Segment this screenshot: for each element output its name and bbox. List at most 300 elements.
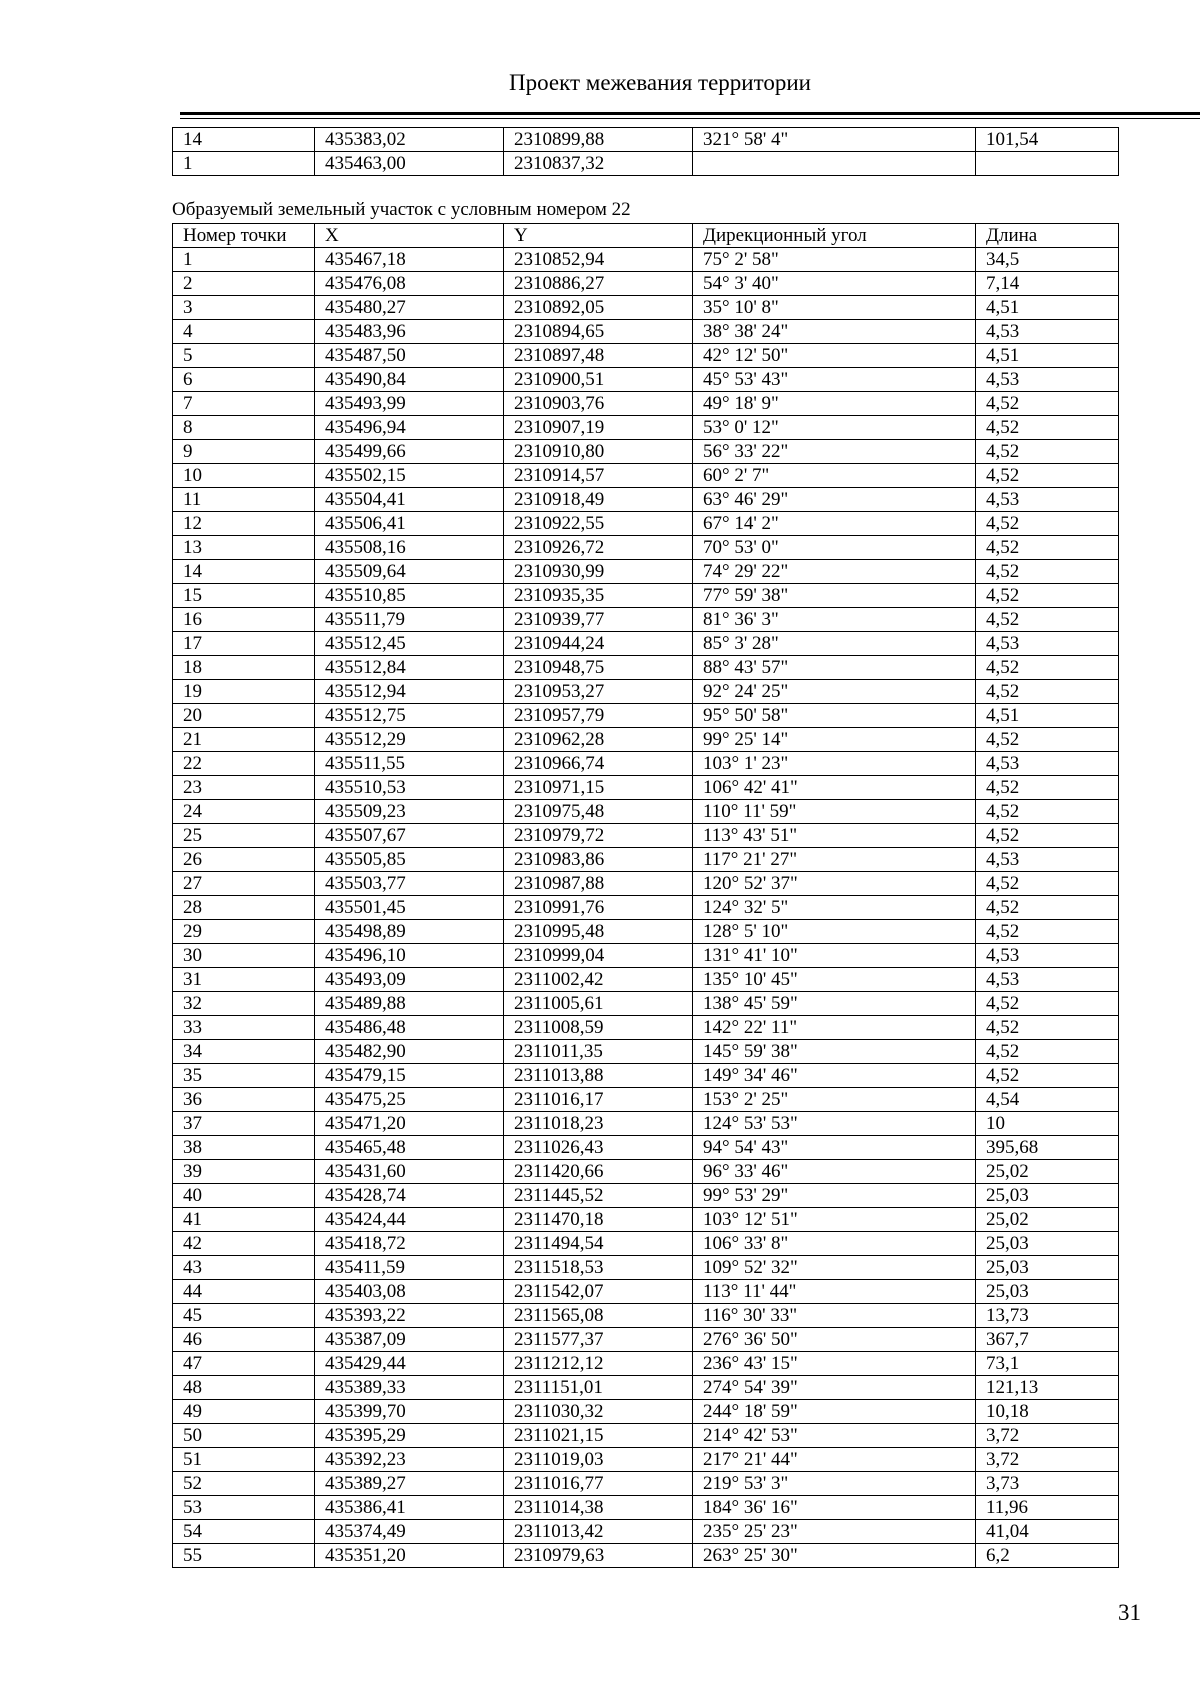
- cell-x: 435395,29: [315, 1424, 504, 1448]
- cell-point-number: 33: [173, 1016, 315, 1040]
- cell-point-number: 24: [173, 800, 315, 824]
- cell-bearing: 214° 42' 53": [693, 1424, 976, 1448]
- cell-bearing: 149° 34' 46": [693, 1064, 976, 1088]
- cell-y: 2310930,99: [504, 560, 693, 584]
- cell-length: 25,02: [976, 1208, 1119, 1232]
- cell-y: 2311018,23: [504, 1112, 693, 1136]
- cell-length: 3,73: [976, 1472, 1119, 1496]
- cell-point-number: 12: [173, 512, 315, 536]
- table-row: [173, 1064, 1119, 1088]
- cell-point-number: 22: [173, 752, 315, 776]
- table-row: [173, 848, 1119, 872]
- cell-length: 6,2: [976, 1544, 1119, 1568]
- cell-point-number: 44: [173, 1280, 315, 1304]
- cell-length: 10: [976, 1112, 1119, 1136]
- cell-y: 2310914,57: [504, 464, 693, 488]
- cell-bearing: 95° 50' 58": [693, 704, 976, 728]
- cell-bearing: 92° 24' 25": [693, 680, 976, 704]
- cell-length: 41,04: [976, 1520, 1119, 1544]
- table-row: [173, 1112, 1119, 1136]
- header-x: X: [315, 224, 504, 248]
- cell-point-number: 37: [173, 1112, 315, 1136]
- table-row: [173, 1088, 1119, 1112]
- cell-bearing: 54° 3' 40": [693, 272, 976, 296]
- cell-y: 2310948,75: [504, 656, 693, 680]
- cell-bearing: 321° 58' 4": [693, 128, 976, 152]
- cell-x: 435471,20: [315, 1112, 504, 1136]
- cell-x: 435479,15: [315, 1064, 504, 1088]
- cell-length: 4,52: [976, 464, 1119, 488]
- header-point-number: Номер точки: [173, 224, 315, 248]
- cell-x: 435496,10: [315, 944, 504, 968]
- cell-point-number: 50: [173, 1424, 315, 1448]
- cell-bearing: 109° 52' 32": [693, 1256, 976, 1280]
- table-row: [173, 296, 1119, 320]
- cell-point-number: 25: [173, 824, 315, 848]
- cell-x: 435512,84: [315, 656, 504, 680]
- cell-x: 435465,48: [315, 1136, 504, 1160]
- cell-length: 4,52: [976, 512, 1119, 536]
- cell-x: 435383,02: [315, 128, 504, 152]
- cell-bearing: 128° 5' 10": [693, 920, 976, 944]
- table-row: [173, 320, 1119, 344]
- cell-y: 2310922,55: [504, 512, 693, 536]
- cell-length: 25,03: [976, 1184, 1119, 1208]
- cell-length: 4,53: [976, 632, 1119, 656]
- cell-bearing: 219° 53' 3": [693, 1472, 976, 1496]
- cell-length: 4,53: [976, 752, 1119, 776]
- cell-length: 4,52: [976, 728, 1119, 752]
- cell-length: 4,52: [976, 560, 1119, 584]
- cell-bearing: 124° 32' 5": [693, 896, 976, 920]
- cell-y: 2310971,15: [504, 776, 693, 800]
- cell-bearing: 99° 53' 29": [693, 1184, 976, 1208]
- cell-length: 395,68: [976, 1136, 1119, 1160]
- cell-x: 435506,41: [315, 512, 504, 536]
- cell-y: 2311565,08: [504, 1304, 693, 1328]
- cell-x: 435389,33: [315, 1376, 504, 1400]
- table-row: [173, 560, 1119, 584]
- cell-x: 435487,50: [315, 344, 504, 368]
- cell-length: 13,73: [976, 1304, 1119, 1328]
- cell-point-number: 42: [173, 1232, 315, 1256]
- cell-y: 2310903,76: [504, 392, 693, 416]
- cell-length: 4,52: [976, 776, 1119, 800]
- cell-length: 4,52: [976, 608, 1119, 632]
- table-row: [173, 1160, 1119, 1184]
- cell-length: 25,03: [976, 1280, 1119, 1304]
- table-row: [173, 584, 1119, 608]
- table-row: [173, 1544, 1119, 1568]
- cell-x: 435512,45: [315, 632, 504, 656]
- cell-y: 2310918,49: [504, 488, 693, 512]
- table-row: [173, 1304, 1119, 1328]
- cell-point-number: 38: [173, 1136, 315, 1160]
- cell-bearing: 153° 2' 25": [693, 1088, 976, 1112]
- cell-x: 435504,41: [315, 488, 504, 512]
- table-row: [173, 1232, 1119, 1256]
- cell-bearing: 120° 52' 37": [693, 872, 976, 896]
- cell-length: 4,53: [976, 848, 1119, 872]
- cell-y: 2310995,48: [504, 920, 693, 944]
- cell-bearing: 70° 53' 0": [693, 536, 976, 560]
- cell-y: 2311577,37: [504, 1328, 693, 1352]
- cell-point-number: 2: [173, 272, 315, 296]
- cell-y: 2310983,86: [504, 848, 693, 872]
- table-row: [173, 1256, 1119, 1280]
- cell-y: 2310979,72: [504, 824, 693, 848]
- cell-point-number: 54: [173, 1520, 315, 1544]
- header-bearing: Дирекционный угол: [693, 224, 976, 248]
- table-row: [173, 752, 1119, 776]
- cell-x: 435351,20: [315, 1544, 504, 1568]
- cell-bearing: 135° 10' 45": [693, 968, 976, 992]
- table-row: [173, 1136, 1119, 1160]
- table-row: [173, 968, 1119, 992]
- cell-bearing: 117° 21' 27": [693, 848, 976, 872]
- table-row: [173, 608, 1119, 632]
- table-row: [173, 776, 1119, 800]
- cell-bearing: 63° 46' 29": [693, 488, 976, 512]
- cell-bearing: 106° 42' 41": [693, 776, 976, 800]
- table-row: [173, 1184, 1119, 1208]
- cell-length: 10,18: [976, 1400, 1119, 1424]
- table-row: [173, 344, 1119, 368]
- cell-x: 435387,09: [315, 1328, 504, 1352]
- cell-point-number: 6: [173, 368, 315, 392]
- cell-y: 2310953,27: [504, 680, 693, 704]
- coordinates-table: [172, 223, 1119, 1568]
- cell-length: 4,53: [976, 320, 1119, 344]
- table-row: [173, 1496, 1119, 1520]
- cell-length: 4,52: [976, 392, 1119, 416]
- cell-point-number: 29: [173, 920, 315, 944]
- cell-bearing: 94° 54' 43": [693, 1136, 976, 1160]
- cell-point-number: 30: [173, 944, 315, 968]
- cell-x: 435511,55: [315, 752, 504, 776]
- cell-x: 435374,49: [315, 1520, 504, 1544]
- cell-length: 7,14: [976, 272, 1119, 296]
- cell-point-number: 17: [173, 632, 315, 656]
- cell-point-number: 45: [173, 1304, 315, 1328]
- cell-bearing: 138° 45' 59": [693, 992, 976, 1016]
- cell-length: 4,52: [976, 656, 1119, 680]
- cell-x: 435482,90: [315, 1040, 504, 1064]
- table-row: [173, 1520, 1119, 1544]
- cell-bearing: 35° 10' 8": [693, 296, 976, 320]
- cell-point-number: 31: [173, 968, 315, 992]
- cell-bearing: 77° 59' 38": [693, 584, 976, 608]
- cell-y: 2310999,04: [504, 944, 693, 968]
- cell-point-number: 46: [173, 1328, 315, 1352]
- cell-bearing: 274° 54' 39": [693, 1376, 976, 1400]
- cell-length: 4,52: [976, 824, 1119, 848]
- cell-x: 435503,77: [315, 872, 504, 896]
- cell-length: 4,53: [976, 944, 1119, 968]
- cell-point-number: 27: [173, 872, 315, 896]
- cell-bearing: 217° 21' 44": [693, 1448, 976, 1472]
- table-row: [173, 536, 1119, 560]
- cell-bearing: 276° 36' 50": [693, 1328, 976, 1352]
- cell-x: 435429,44: [315, 1352, 504, 1376]
- cell-point-number: 9: [173, 440, 315, 464]
- cell-length: 4,52: [976, 992, 1119, 1016]
- table-row: [173, 368, 1119, 392]
- cell-x: 435501,45: [315, 896, 504, 920]
- table-row: [173, 992, 1119, 1016]
- cell-point-number: 26: [173, 848, 315, 872]
- cell-y: 2310991,76: [504, 896, 693, 920]
- table-header-row: [173, 224, 1119, 248]
- cell-y: 2310892,05: [504, 296, 693, 320]
- table-row: [173, 464, 1119, 488]
- cell-y: 2311016,77: [504, 1472, 693, 1496]
- cell-length: 4,51: [976, 296, 1119, 320]
- cell-bearing: 67° 14' 2": [693, 512, 976, 536]
- cell-x: 435511,79: [315, 608, 504, 632]
- table-row: [173, 944, 1119, 968]
- cell-point-number: 4: [173, 320, 315, 344]
- cell-bearing: 145° 59' 38": [693, 1040, 976, 1064]
- cell-y: 2310886,27: [504, 272, 693, 296]
- cell-bearing: 56° 33' 22": [693, 440, 976, 464]
- coordinates-table-body: [173, 248, 1119, 1568]
- cell-point-number: 23: [173, 776, 315, 800]
- cell-y: 2310900,51: [504, 368, 693, 392]
- cell-length: 4,54: [976, 1088, 1119, 1112]
- cell-point-number: 8: [173, 416, 315, 440]
- cell-length: 4,53: [976, 368, 1119, 392]
- cell-point-number: 13: [173, 536, 315, 560]
- header-rule-thin: [180, 118, 1200, 119]
- cell-point-number: 35: [173, 1064, 315, 1088]
- table-row: [173, 656, 1119, 680]
- cell-y: 2311011,35: [504, 1040, 693, 1064]
- cell-y: 2310957,79: [504, 704, 693, 728]
- cell-bearing: 131° 41' 10": [693, 944, 976, 968]
- table-row: [173, 1424, 1119, 1448]
- cell-x: 435510,85: [315, 584, 504, 608]
- cell-bearing: 42° 12' 50": [693, 344, 976, 368]
- cell-bearing: 236° 43' 15": [693, 1352, 976, 1376]
- cell-bearing: 235° 25' 23": [693, 1520, 976, 1544]
- table-row: [173, 512, 1119, 536]
- cell-bearing: 99° 25' 14": [693, 728, 976, 752]
- cell-y: 2310899,88: [504, 128, 693, 152]
- cell-x: 435509,64: [315, 560, 504, 584]
- cell-length: 4,52: [976, 896, 1119, 920]
- cell-point-number: 19: [173, 680, 315, 704]
- cell-y: 2311005,61: [504, 992, 693, 1016]
- cell-y: 2310935,35: [504, 584, 693, 608]
- cell-x: 435483,96: [315, 320, 504, 344]
- cell-length: 4,53: [976, 488, 1119, 512]
- cell-x: 435393,22: [315, 1304, 504, 1328]
- table-row: [173, 392, 1119, 416]
- page-header-title: Проект межевания территории: [509, 70, 811, 95]
- cell-length: 25,02: [976, 1160, 1119, 1184]
- table-row: [173, 896, 1119, 920]
- cell-y: 2310944,24: [504, 632, 693, 656]
- cell-bearing: 96° 33' 46": [693, 1160, 976, 1184]
- cell-bearing: 38° 38' 24": [693, 320, 976, 344]
- table-row: [173, 800, 1119, 824]
- page-number: 31: [1118, 1600, 1141, 1625]
- cell-x: 435418,72: [315, 1232, 504, 1256]
- cell-x: 435510,53: [315, 776, 504, 800]
- cell-bearing: 53° 0' 12": [693, 416, 976, 440]
- cell-length: [976, 152, 1119, 176]
- cell-point-number: 48: [173, 1376, 315, 1400]
- cell-length: 4,52: [976, 800, 1119, 824]
- table-row: [173, 872, 1119, 896]
- table-row: [173, 248, 1119, 272]
- table-row: [173, 416, 1119, 440]
- cell-length: 4,51: [976, 704, 1119, 728]
- cell-x: 435486,48: [315, 1016, 504, 1040]
- cell-y: 2311445,52: [504, 1184, 693, 1208]
- cell-length: 4,52: [976, 920, 1119, 944]
- cell-x: 435490,84: [315, 368, 504, 392]
- cell-y: 2311030,32: [504, 1400, 693, 1424]
- table-row: [173, 1208, 1119, 1232]
- cell-y: 2310907,19: [504, 416, 693, 440]
- cell-point-number: 14: [173, 128, 315, 152]
- cell-point-number: 28: [173, 896, 315, 920]
- cell-y: 2310837,32: [504, 152, 693, 176]
- cell-x: 435399,70: [315, 1400, 504, 1424]
- cell-point-number: 32: [173, 992, 315, 1016]
- cell-bearing: 244° 18' 59": [693, 1400, 976, 1424]
- cell-point-number: 1: [173, 248, 315, 272]
- cell-bearing: 263° 25' 30": [693, 1544, 976, 1568]
- cell-point-number: 53: [173, 1496, 315, 1520]
- cell-x: 435392,23: [315, 1448, 504, 1472]
- table-row: [173, 728, 1119, 752]
- cell-y: 2310897,48: [504, 344, 693, 368]
- cell-point-number: 10: [173, 464, 315, 488]
- header-rule-thick: [180, 112, 1200, 115]
- cell-y: 2311013,88: [504, 1064, 693, 1088]
- cell-x: 435431,60: [315, 1160, 504, 1184]
- cell-point-number: 21: [173, 728, 315, 752]
- cell-length: 4,52: [976, 536, 1119, 560]
- cell-bearing: 106° 33' 8": [693, 1232, 976, 1256]
- cell-x: 435496,94: [315, 416, 504, 440]
- cell-x: 435499,66: [315, 440, 504, 464]
- table-row: [173, 440, 1119, 464]
- cell-bearing: 85° 3' 28": [693, 632, 976, 656]
- table-row: [173, 1352, 1119, 1376]
- cell-length: 4,52: [976, 1016, 1119, 1040]
- cell-y: 2311016,17: [504, 1088, 693, 1112]
- cell-bearing: 88° 43' 57": [693, 656, 976, 680]
- cell-bearing: 113° 43' 51": [693, 824, 976, 848]
- cell-length: 25,03: [976, 1256, 1119, 1280]
- table-row: [173, 704, 1119, 728]
- cell-point-number: 18: [173, 656, 315, 680]
- cell-point-number: 14: [173, 560, 315, 584]
- cell-y: 2310975,48: [504, 800, 693, 824]
- cell-length: 11,96: [976, 1496, 1119, 1520]
- section-caption: Образуемый земельный участок с условным номером 22: [172, 199, 631, 220]
- cell-bearing: 103° 1' 23": [693, 752, 976, 776]
- cell-x: 435508,16: [315, 536, 504, 560]
- cell-length: 101,54: [976, 128, 1119, 152]
- cell-y: 2310939,77: [504, 608, 693, 632]
- cell-y: 2311212,12: [504, 1352, 693, 1376]
- cell-x: 435424,44: [315, 1208, 504, 1232]
- cell-length: 4,52: [976, 416, 1119, 440]
- cell-y: 2310966,74: [504, 752, 693, 776]
- cell-point-number: 41: [173, 1208, 315, 1232]
- table-row: [173, 1328, 1119, 1352]
- cell-bearing: 75° 2' 58": [693, 248, 976, 272]
- table-row: [173, 128, 1119, 152]
- cell-y: 2311494,54: [504, 1232, 693, 1256]
- cell-point-number: 55: [173, 1544, 315, 1568]
- cell-length: 73,1: [976, 1352, 1119, 1376]
- table-row: [173, 1376, 1119, 1400]
- table-row: [173, 824, 1119, 848]
- cell-y: 2311013,42: [504, 1520, 693, 1544]
- cell-length: 4,52: [976, 584, 1119, 608]
- cell-bearing: 60° 2' 7": [693, 464, 976, 488]
- cell-point-number: 15: [173, 584, 315, 608]
- cell-x: 435463,00: [315, 152, 504, 176]
- table-row: [173, 680, 1119, 704]
- cell-point-number: 5: [173, 344, 315, 368]
- cell-x: 435502,15: [315, 464, 504, 488]
- cell-x: 435507,67: [315, 824, 504, 848]
- cell-y: 2311021,15: [504, 1424, 693, 1448]
- cell-length: 4,52: [976, 440, 1119, 464]
- cell-length: 121,13: [976, 1376, 1119, 1400]
- cell-y: 2311470,18: [504, 1208, 693, 1232]
- cell-x: 435467,18: [315, 248, 504, 272]
- cell-point-number: 16: [173, 608, 315, 632]
- cell-point-number: 34: [173, 1040, 315, 1064]
- table-row: [173, 1400, 1119, 1424]
- cell-length: 4,52: [976, 1040, 1119, 1064]
- cell-point-number: 40: [173, 1184, 315, 1208]
- cell-length: 34,5: [976, 248, 1119, 272]
- cell-y: 2310979,63: [504, 1544, 693, 1568]
- table-row: [173, 272, 1119, 296]
- cell-bearing: 103° 12' 51": [693, 1208, 976, 1232]
- cell-x: 435476,08: [315, 272, 504, 296]
- cell-x: 435512,29: [315, 728, 504, 752]
- cell-point-number: 1: [173, 152, 315, 176]
- cell-bearing: 142° 22' 11": [693, 1016, 976, 1040]
- cell-bearing: 184° 36' 16": [693, 1496, 976, 1520]
- table-row: [173, 1448, 1119, 1472]
- cell-x: 435480,27: [315, 296, 504, 320]
- cell-length: 3,72: [976, 1448, 1119, 1472]
- cell-x: 435411,59: [315, 1256, 504, 1280]
- cell-x: 435389,27: [315, 1472, 504, 1496]
- cell-x: 435493,99: [315, 392, 504, 416]
- cell-x: 435475,25: [315, 1088, 504, 1112]
- cell-y: 2310852,94: [504, 248, 693, 272]
- cell-y: 2310926,72: [504, 536, 693, 560]
- table-row: [173, 1016, 1119, 1040]
- cell-point-number: 47: [173, 1352, 315, 1376]
- cell-length: 4,53: [976, 968, 1119, 992]
- cell-bearing: [693, 152, 976, 176]
- table-row: [173, 488, 1119, 512]
- cell-point-number: 51: [173, 1448, 315, 1472]
